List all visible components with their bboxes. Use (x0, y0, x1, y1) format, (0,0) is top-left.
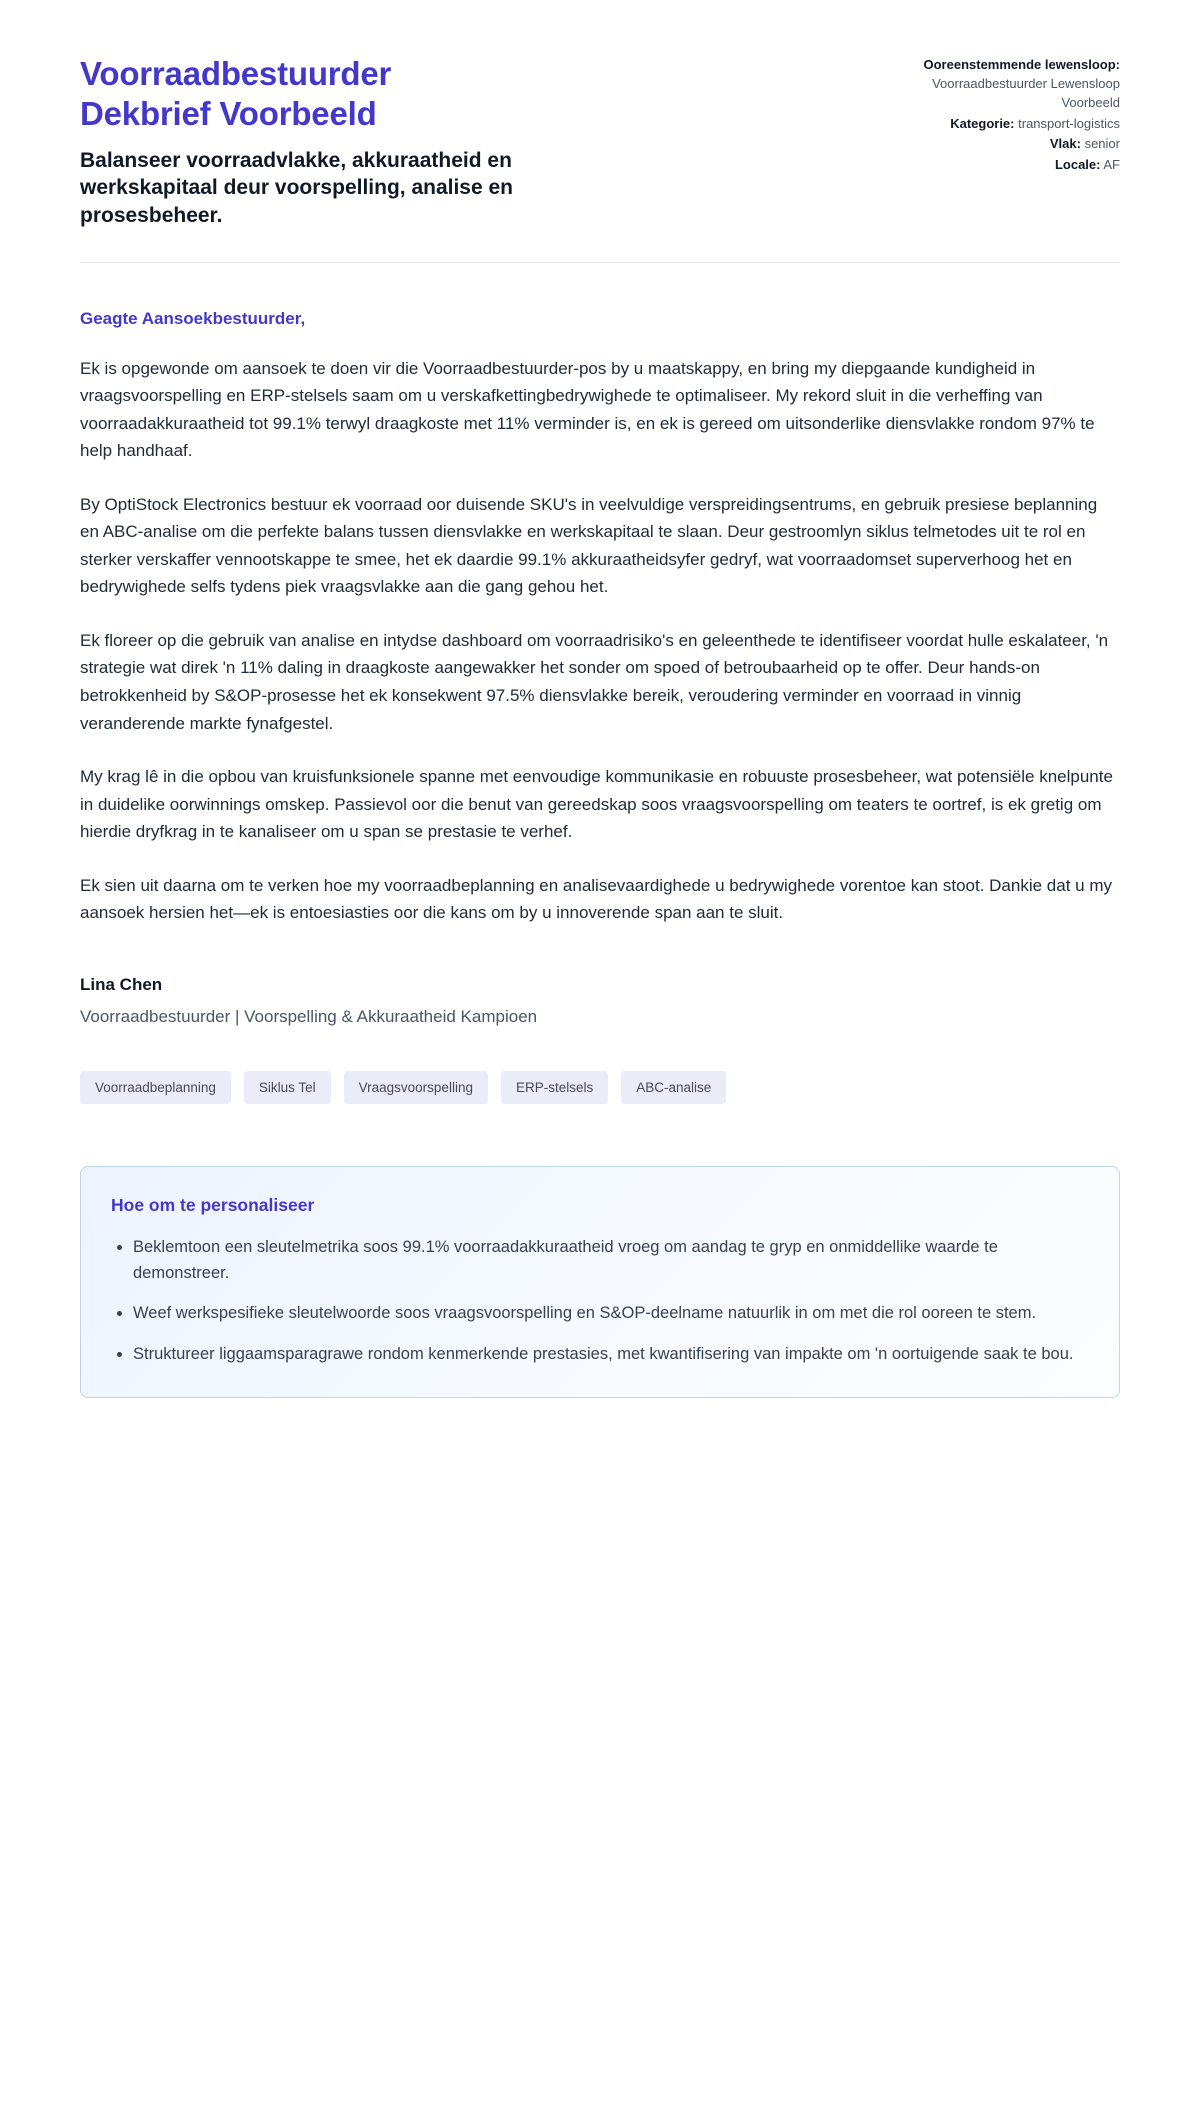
keyword-tags (80, 1071, 1120, 1104)
header-divider (80, 262, 1120, 263)
signature-title: Voorraadbestuurder | Voorspelling & Akkuraatheid Kampioen (80, 1006, 538, 1026)
tip-item: • Beklemtoon een sleutelmetrika soos 99.1% voorraadakkuraatheid vroeg om aandag te gryp en onmiddellike waarde te demonstreer. (133, 1234, 1089, 1287)
tag-chip: ABC-analise (621, 1071, 726, 1104)
meta-locale (885, 156, 1120, 175)
tip-item: • Weef werkspesifieke sleutelwoorde soos vraagsvoorspelling en S&OP-deelname natuurlik in om met die rol ooreen te stem. (133, 1300, 1089, 1326)
letter-paragraph: Ek floreer op die gebruik van analise en intydse dashboard om voorraadrisiko's en geleenthede te identifiseer voordat hulle eskalateer, 'n strategie wat direk 'n 11% daling in draagkoste aangewakker het sonder om spoed of betroubaarheid op te offer. Deur hands-on betrokkenheid by S&OP-prosesse het ek konsekwent 97.5% diensvlakke bereik, veroudering verminder en voorraad in vinnig veranderende markte fynafgestel. (80, 630, 1109, 733)
page-header (80, 54, 1120, 230)
signature-name: Lina Chen (80, 974, 163, 994)
tag-chip: Voorraadbeplanning (80, 1071, 231, 1104)
meta-resume-value: Voorraadbestuurder Lewensloop Voorbeeld (932, 75, 1120, 110)
meta-locale-label: Locale: (1054, 157, 1101, 173)
meta-category (885, 115, 1120, 134)
letter-paragraphs (80, 355, 1120, 927)
meta-level (885, 135, 1120, 154)
page-title-line1: Voorraadbestuurder (80, 55, 392, 92)
signature-block (80, 975, 1120, 1027)
meta-category-label: Kategorie: (950, 115, 1015, 131)
tips-list (111, 1234, 1089, 1368)
meta-locale-value: AF (1103, 157, 1120, 173)
meta-category-value: transport-logistics (1018, 115, 1120, 131)
letter-paragraph: By OptiStock Electronics bestuur ek voorraad oor duisende SKU's in veelvuldige verspreidingsentrums, en gebruik presiese beplanning en ABC-analise om die perfekte balans tussen diensvlakke en werkskapitaal te slaan. Deur gestroomlyn siklus telmetodes uit te rol en sterker verskaffer vennootskappe te smee, het ek daardie 99.1% akkuraatheidsyfer gedryf, wat voorraadomset superverhoog het en bedrywighede selfs tydens piek vraagsvlakke aan die gang gehou het. (80, 494, 1098, 597)
tag-chip: ERP-stelsels (501, 1071, 608, 1104)
letter-paragraph: Ek sien uit daarna om te verken hoe my voorraadbeplanning en analisevaardighede u bedrywighede vorentoe kan stoot. Dankie dat u my aansoek hersien het—ek is entoesiasties oor die kans om by u innoverende span aan te sluit. (80, 875, 1112, 923)
tip-item: • Struktureer liggaamsparagrawe rondom kenmerkende prestasies, met kwantifisering van impakte om 'n oortuigende saak te bou. (133, 1341, 1089, 1367)
meta-level-label: Vlak: (1049, 136, 1081, 152)
letter-greeting: Geagte Aansoekbestuurder, (80, 308, 306, 328)
page-title (80, 54, 570, 135)
meta-resume-label: Ooreenstemmende lewensloop: (923, 57, 1120, 72)
page-subtitle: Balanseer voorraadvlakke, akkuraatheid en werkskapitaal deur voorspelling, analise en prosesbeheer. (80, 148, 514, 227)
tag-chip: Vraagsvoorspelling (344, 1071, 488, 1104)
page-title-line2: Dekbrief Voorbeeld (80, 95, 377, 133)
tag-chip: Siklus Tel (244, 1071, 331, 1104)
tips-title: Hoe om te personaliseer (111, 1194, 315, 1215)
letter-paragraph: Ek is opgewonde om aansoek te doen vir die Voorraadbestuurder-pos by u maatskappy, en bring my diepgaande kundigheid in vraagsvoorspelling en ERP-stelsels saam om u verskafkettingbedrywighede te optimaliseer. My rekord sluit in die verheffing van voorraadakkuraatheid tot 99.1% terwyl draagkoste met 11% verminder is, en ek is gereed om uitsonderlike diensvlakke rondom 97% te help handhaaf. (80, 358, 1095, 461)
meta-matching-resume (885, 56, 1120, 113)
header-title-block (80, 54, 570, 230)
personalization-tips-box (80, 1166, 1120, 1399)
letter-paragraph: My krag lê in die opbou van kruisfunksionele spanne met eenvoudige kommunikasie en robuuste prosesbeheer, wat potensiële knelpunte in duidelike oorwinnings omskep. Passievol oor die benut van gereedskap soos vraagsvoorspelling om teaters te oortref, is ek gretig om hierdie dryfkrag in te kanaliseer om u span se prestasie te verhef. (80, 767, 1113, 842)
meta-level-value: senior (1084, 136, 1120, 152)
meta-panel (885, 54, 1120, 230)
cover-letter-body (80, 309, 1120, 1027)
